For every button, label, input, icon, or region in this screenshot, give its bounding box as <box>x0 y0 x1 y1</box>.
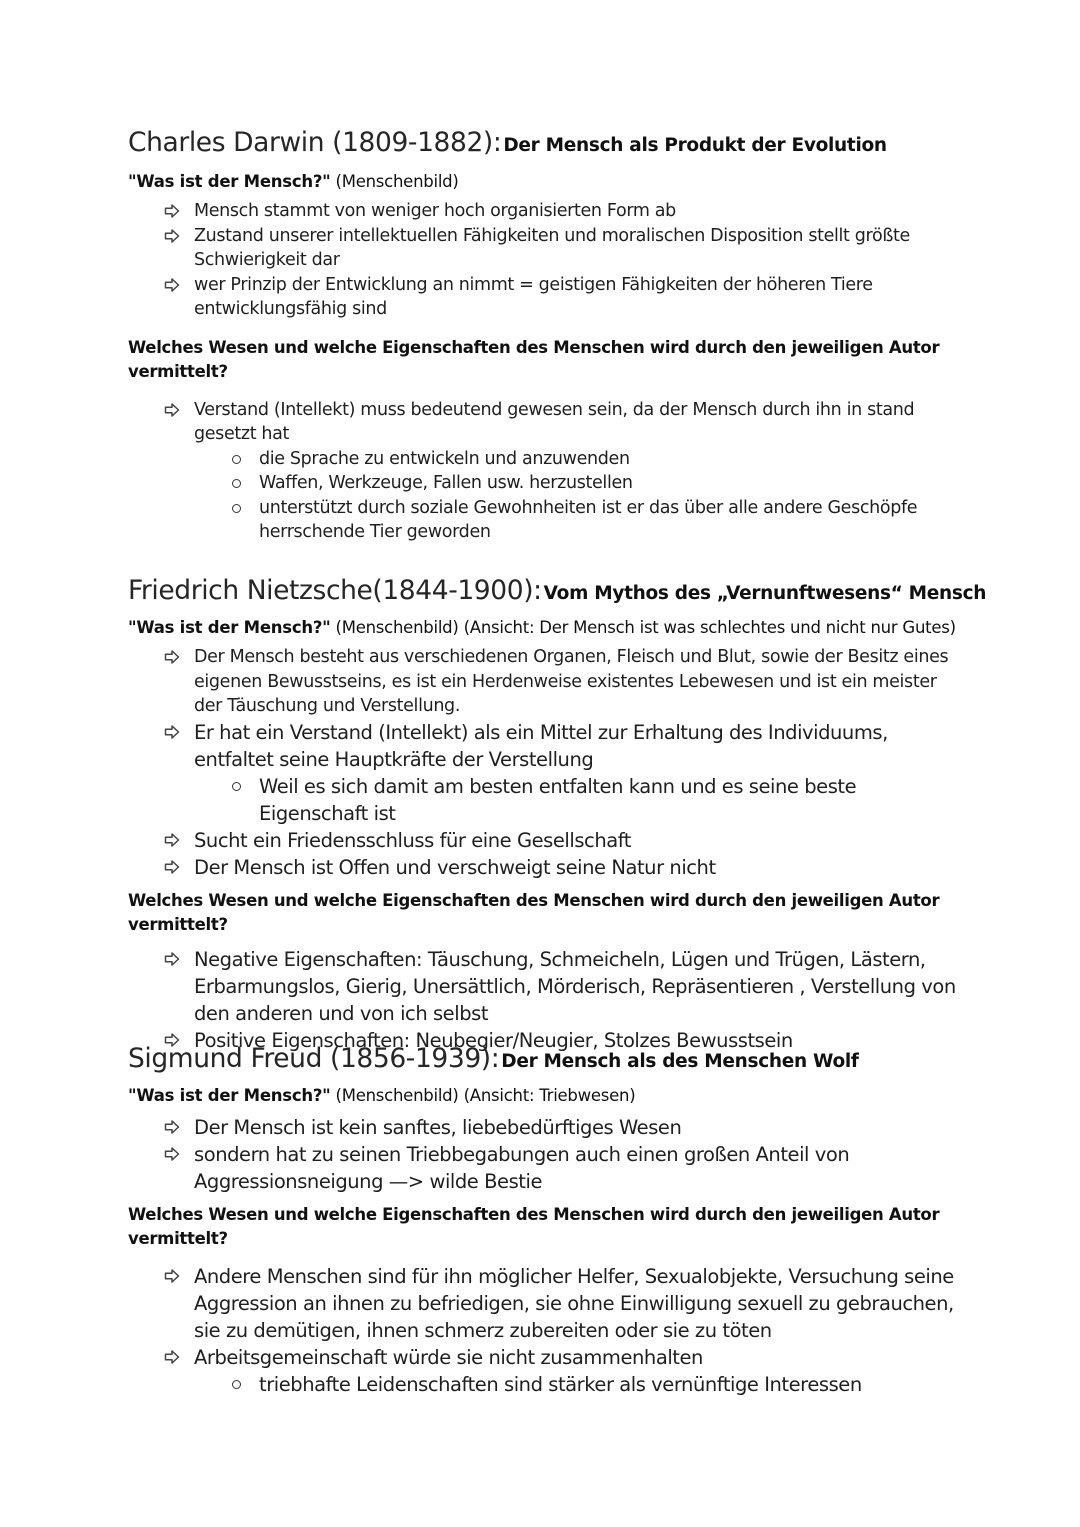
section-subtitle: Der Mensch als Produkt der Evolution <box>503 135 887 156</box>
section-subtitle: Der Mensch als des Menschen Wolf <box>501 1051 859 1072</box>
arrow-right-icon <box>164 724 180 740</box>
author-name: Sigmund Freud (1856-1939): <box>128 1043 500 1074</box>
section-nietzsche <box>128 575 987 1054</box>
arrow-right-icon <box>164 859 180 875</box>
list-item: Andere Menschen sind für ihn möglicher Helfer, Sexualobjekte, Versuchung seine Aggression an ihnen zu befriedigen, sie ohne Einwilligung sexuell zu gebrauchen, sie zu demütigen, ihnen schmerz zubereiten oder sie zu töten <box>164 1263 958 1344</box>
arrow-right-icon <box>164 228 180 244</box>
sub-list <box>229 447 958 545</box>
list-item: Arbeitsgemeinschaft würde sie nicht zusammenhalten triebhafte Leidenschaften sind stärker als vernünftige Interessen <box>164 1344 958 1398</box>
sub-list <box>229 1371 958 1398</box>
section-heading <box>128 1043 958 1074</box>
sub-list-item: die Sprache zu entwickeln und anzuwenden <box>229 447 958 472</box>
list-item: Zustand unserer intellektuellen Fähigkeiten und moralischen Disposition stellt größte Schwierigkeit dar <box>164 224 958 273</box>
circle-bullet-icon <box>232 455 241 464</box>
section-subtitle: Vom Mythos des „Vernunftwesens“ Mensch <box>543 583 987 604</box>
bullet-list <box>164 719 958 881</box>
sub-list-item: triebhafte Leidenschaften sind stärker als vernünftige Interessen <box>229 1371 958 1398</box>
section-darwin <box>128 127 958 545</box>
author-name: Charles Darwin (1809-1882): <box>128 127 502 158</box>
circle-bullet-icon <box>232 504 241 513</box>
arrow-right-icon <box>164 649 180 665</box>
sub-list-item: unterstützt durch soziale Gewohnheiten ist er das über alle andere Geschöpfe herrschende Tier geworden <box>229 496 958 545</box>
question-menschenbild: "Was ist der Mensch?" (Menschenbild) <box>128 172 459 191</box>
question-menschenbild: "Was ist der Mensch?" (Menschenbild) (Ansicht: Triebwesen) <box>128 1086 636 1105</box>
arrow-right-icon <box>164 203 180 219</box>
list-item: Sucht ein Friedensschluss für eine Gesellschaft <box>164 827 958 854</box>
arrow-right-icon <box>164 951 180 967</box>
list-item: Mensch stammt von weniger hoch organisierten Form ab <box>164 199 958 224</box>
sub-list <box>229 773 958 827</box>
bullet-list <box>164 1263 958 1398</box>
question-eigenschaften: Welches Wesen und welche Eigenschaften des Menschen wird durch den jeweiligen Autor vermittelt? <box>128 337 940 381</box>
list-item: Der Mensch ist Offen und verschweigt seine Natur nicht <box>164 854 958 881</box>
bullet-list <box>164 1114 958 1195</box>
list-item: Negative Eigenschaften: Täuschung, Schmeicheln, Lügen und Trügen, Lästern, Erbarmungslos, Gierig, Unersättlich, Mörderisch, Repräsentieren , Verstellung von den anderen und von ich selbst <box>164 946 958 1027</box>
list-item: Positive Eigenschaften: Neubegier/Neugier, Stolzes Bewusstsein <box>164 1027 958 1054</box>
bullet-list <box>164 946 958 1054</box>
section-heading <box>128 575 987 606</box>
bullet-list <box>164 199 958 322</box>
sub-list-item: Weil es sich damit am besten entfalten kann und es seine beste Eigenschaft ist <box>229 773 958 827</box>
question-menschenbild: "Was ist der Mensch?" (Menschenbild) (Ansicht: Der Mensch ist was schlechtes und nicht nur Gutes) <box>128 618 956 637</box>
question-eigenschaften: Welches Wesen und welche Eigenschaften des Menschen wird durch den jeweiligen Autor vermittelt? <box>128 890 940 934</box>
arrow-right-icon <box>164 832 180 848</box>
arrow-right-icon <box>164 1268 180 1284</box>
circle-bullet-icon <box>232 1380 241 1389</box>
list-item: Verstand (Intellekt) muss bedeutend gewesen sein, da der Mensch durch ihn in stand gesetzt hat die Sprache zu entwickeln und anzuwenden Waffen, Werkzeuge, Fallen usw. herzustellen unterstützt durch soziale Gewohnheiten ist er das über alle andere Geschöpfe herrschende Tier geworden <box>164 398 958 545</box>
arrow-right-icon <box>164 402 180 418</box>
author-name: Friedrich Nietzsche(1844-1900): <box>128 575 542 606</box>
list-item: wer Prinzip der Entwicklung an nimmt = geistigen Fähigkeiten der höheren Tiere entwicklungsfähig sind <box>164 273 958 322</box>
list-item: Er hat ein Verstand (Intellekt) als ein Mittel zur Erhaltung des Individuums, entfaltet seine Hauptkräfte der Verstellung Weil es sich damit am besten entfalten kann und es seine beste Eigenschaft ist <box>164 719 958 827</box>
sub-list-item: Waffen, Werkzeuge, Fallen usw. herzustellen <box>229 471 958 496</box>
list-item: Der Mensch besteht aus verschiedenen Organen, Fleisch und Blut, sowie der Besitz eines eigenen Bewusstseins, es ist ein Herdenweise existentes Lebewesen und ist ein meister der Täuschung und Verstellung. <box>164 645 958 719</box>
list-item: Der Mensch ist kein sanftes, liebebedürftiges Wesen <box>164 1114 958 1141</box>
question-eigenschaften: Welches Wesen und welche Eigenschaften des Menschen wird durch den jeweiligen Autor vermittelt? <box>128 1205 940 1248</box>
section-freud <box>128 1043 958 1398</box>
arrow-right-icon <box>164 277 180 293</box>
arrow-right-icon <box>164 1119 180 1135</box>
arrow-right-icon <box>164 1146 180 1162</box>
list-item: sondern hat zu seinen Triebbegabungen auch einen großen Anteil von Aggressionsneigung —> wilde Bestie <box>164 1141 958 1195</box>
section-heading <box>128 127 958 158</box>
bullet-list <box>164 645 958 719</box>
circle-bullet-icon <box>232 479 241 488</box>
arrow-right-icon <box>164 1349 180 1365</box>
circle-bullet-icon <box>232 782 241 791</box>
bullet-list <box>164 398 958 545</box>
